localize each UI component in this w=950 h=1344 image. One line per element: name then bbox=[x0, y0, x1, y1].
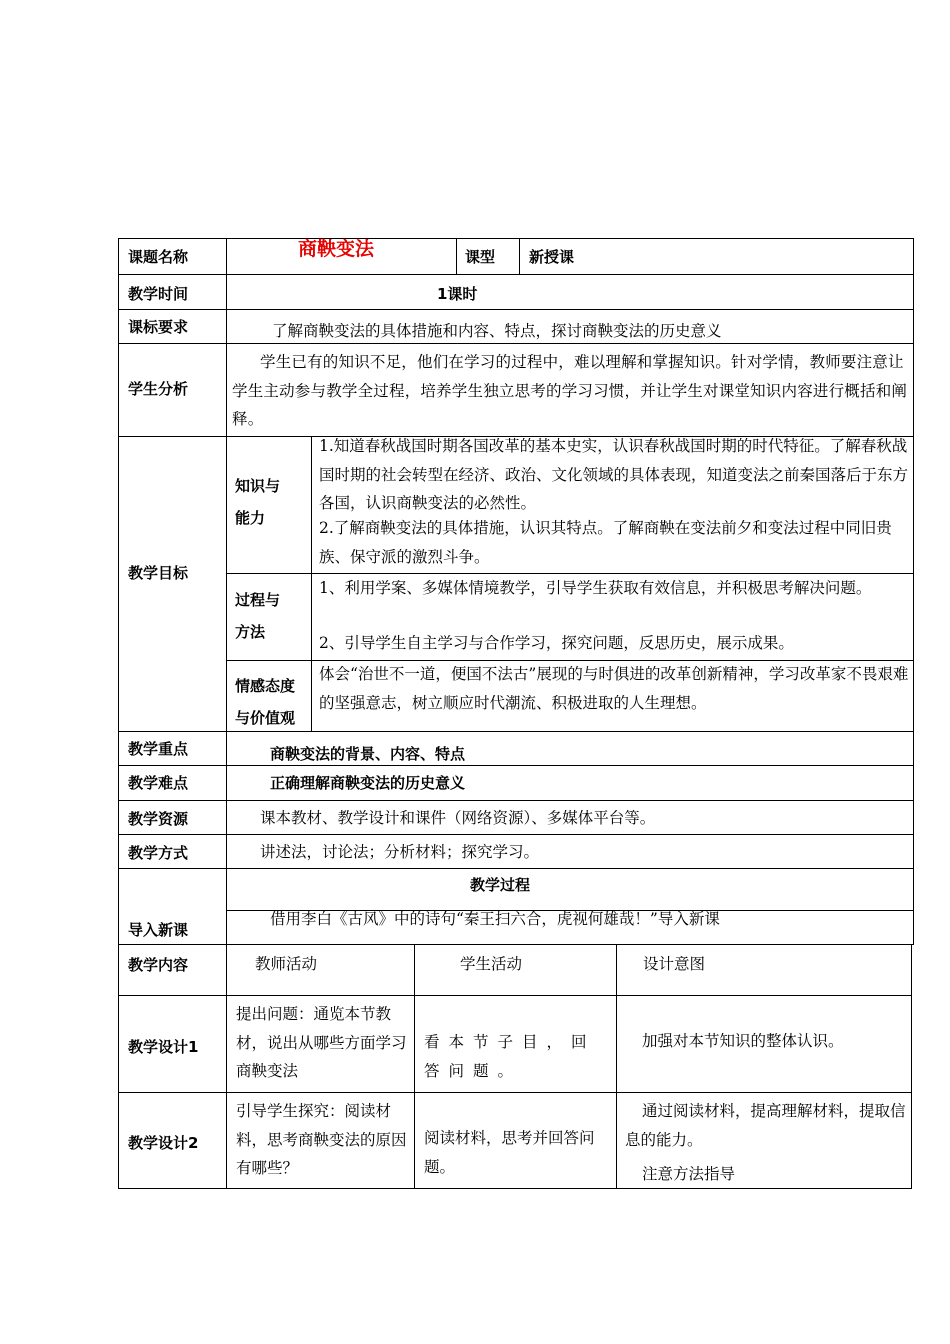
design-header-intent: 设计意图 bbox=[643, 955, 706, 973]
time-value: 1课时 bbox=[437, 285, 478, 303]
table-border-right-lower bbox=[911, 944, 912, 1189]
header-split-1 bbox=[456, 238, 457, 274]
process-text-2: 2、引导学生自主学习与合作学习，探究问题，反思历史，展示成果。 bbox=[319, 634, 794, 652]
design-split-2 bbox=[616, 944, 617, 1189]
design-row-2-teacher: 引导学生探究：阅读材料，思考商鞅变法的原因有哪些？ bbox=[236, 1102, 407, 1177]
design-row-1-intent: 加强对本节知识的整体认识。 bbox=[642, 1032, 844, 1050]
knowledge-text-2: 2.了解商鞅变法的具体措施，认识其特点。了解商鞅在变法前夕和变法过程中同旧贵族、保守派的激烈斗争。 bbox=[319, 519, 892, 566]
design-split-1 bbox=[414, 944, 415, 1189]
standard-value: 了解商鞅变法的具体措施和内容、特点，探讨商鞅变法的历史意义 bbox=[272, 322, 722, 340]
row-line bbox=[118, 868, 914, 869]
emotion-label: 情感态度与价值观 bbox=[235, 677, 296, 727]
row-line bbox=[118, 995, 912, 996]
row-line bbox=[118, 1092, 912, 1093]
row-line bbox=[118, 274, 914, 275]
teaching-process-title: 教学过程 bbox=[470, 876, 531, 894]
resource-value: 课本教材、教学设计和课件（网络资源）、多媒体平台等。 bbox=[260, 809, 656, 827]
header-split-2 bbox=[519, 238, 520, 274]
student-analysis-text: 学生已有的知识不足，他们在学习的过程中，难以理解和掌握知识。针对学情，教师要注意让学生主动参与教学全过程，培养学生独立思考的学习习惯，并让学生对课堂知识内容进行概括和阐释。 bbox=[232, 353, 908, 428]
difficulty-label: 教学难点 bbox=[128, 774, 189, 792]
emotion-text: 体会“治世不一道，便国不法古”展现的与时俱进的改革创新精神，学习改革家不畏艰难的坚强意志，树立顺应时代潮流、积极进取的人生理想。 bbox=[319, 665, 909, 712]
table-border-top bbox=[118, 238, 914, 239]
knowledge-text-1: 1.知道春秋战国时期各国改革的基本史实，认识春秋战国时期的时代特征。了解春秋战国时期的社会转型在经济、政治、文化领域的具体表现，知道变法之前秦国落后于东方各国，认识商鞅变法的必然性。 bbox=[319, 437, 909, 512]
standard-label: 课标要求 bbox=[128, 318, 189, 336]
student-analysis-label: 学生分析 bbox=[128, 380, 189, 398]
time-label: 教学时间 bbox=[128, 285, 189, 303]
resource-label: 教学资源 bbox=[128, 810, 189, 828]
design-row-1-label: 教学设计1 bbox=[128, 1038, 199, 1056]
design-header-content: 教学内容 bbox=[128, 956, 189, 974]
knowledge-label: 知识与能力 bbox=[235, 477, 281, 527]
method-label: 教学方式 bbox=[128, 844, 189, 862]
process-label: 过程与方法 bbox=[235, 591, 281, 641]
row-line bbox=[118, 765, 914, 766]
design-row-1-student: 看本节子目，回答问题。 bbox=[424, 1033, 596, 1080]
key-point-value: 商鞅变法的背景、内容、特点 bbox=[270, 745, 466, 763]
table-border-left bbox=[118, 238, 119, 1189]
table-border-bottom bbox=[118, 1188, 912, 1189]
row-line bbox=[118, 800, 914, 801]
key-point-label: 教学重点 bbox=[128, 740, 189, 758]
design-header-student: 学生活动 bbox=[460, 955, 523, 973]
label-column-line bbox=[226, 238, 227, 1189]
design-header-teacher: 教师活动 bbox=[255, 955, 318, 973]
intro-label: 导入新课 bbox=[128, 921, 189, 939]
row-line bbox=[118, 834, 914, 835]
design-row-2-student: 阅读材料，思考并回答问题。 bbox=[424, 1129, 595, 1176]
process-text-1: 1、利用学案、多媒体情境教学，引导学生获取有效信息，并积极思考解决问题。 bbox=[319, 579, 872, 597]
design-row-2-intent: 通过阅读材料，提高理解材料，提取信息的能力。 bbox=[625, 1102, 906, 1149]
design-row-2-intent-extra: 注意方法指导 bbox=[642, 1165, 736, 1183]
course-type-label: 课型 bbox=[465, 248, 496, 266]
method-value: 讲述法，讨论法；分析材料；探究学习。 bbox=[260, 843, 540, 861]
row-line bbox=[118, 944, 914, 945]
course-title: 商鞅变法 bbox=[298, 238, 375, 260]
design-row-1-teacher: 提出问题：通览本节教材，说出从哪些方面学习商鞅变法 bbox=[236, 1005, 407, 1080]
course-name-label: 课题名称 bbox=[128, 248, 189, 266]
goals-label: 教学目标 bbox=[128, 564, 189, 582]
design-row-2-label: 教学设计2 bbox=[128, 1134, 199, 1152]
row-line bbox=[118, 309, 914, 310]
intro-value: 借用李白《古风》中的诗句“秦王扫六合，虎视何雄哉！”导入新课 bbox=[270, 910, 720, 928]
difficulty-value: 正确理解商鞅变法的历史意义 bbox=[270, 774, 466, 792]
goals-sub-column-line bbox=[311, 436, 312, 731]
course-type-value: 新授课 bbox=[529, 248, 575, 266]
